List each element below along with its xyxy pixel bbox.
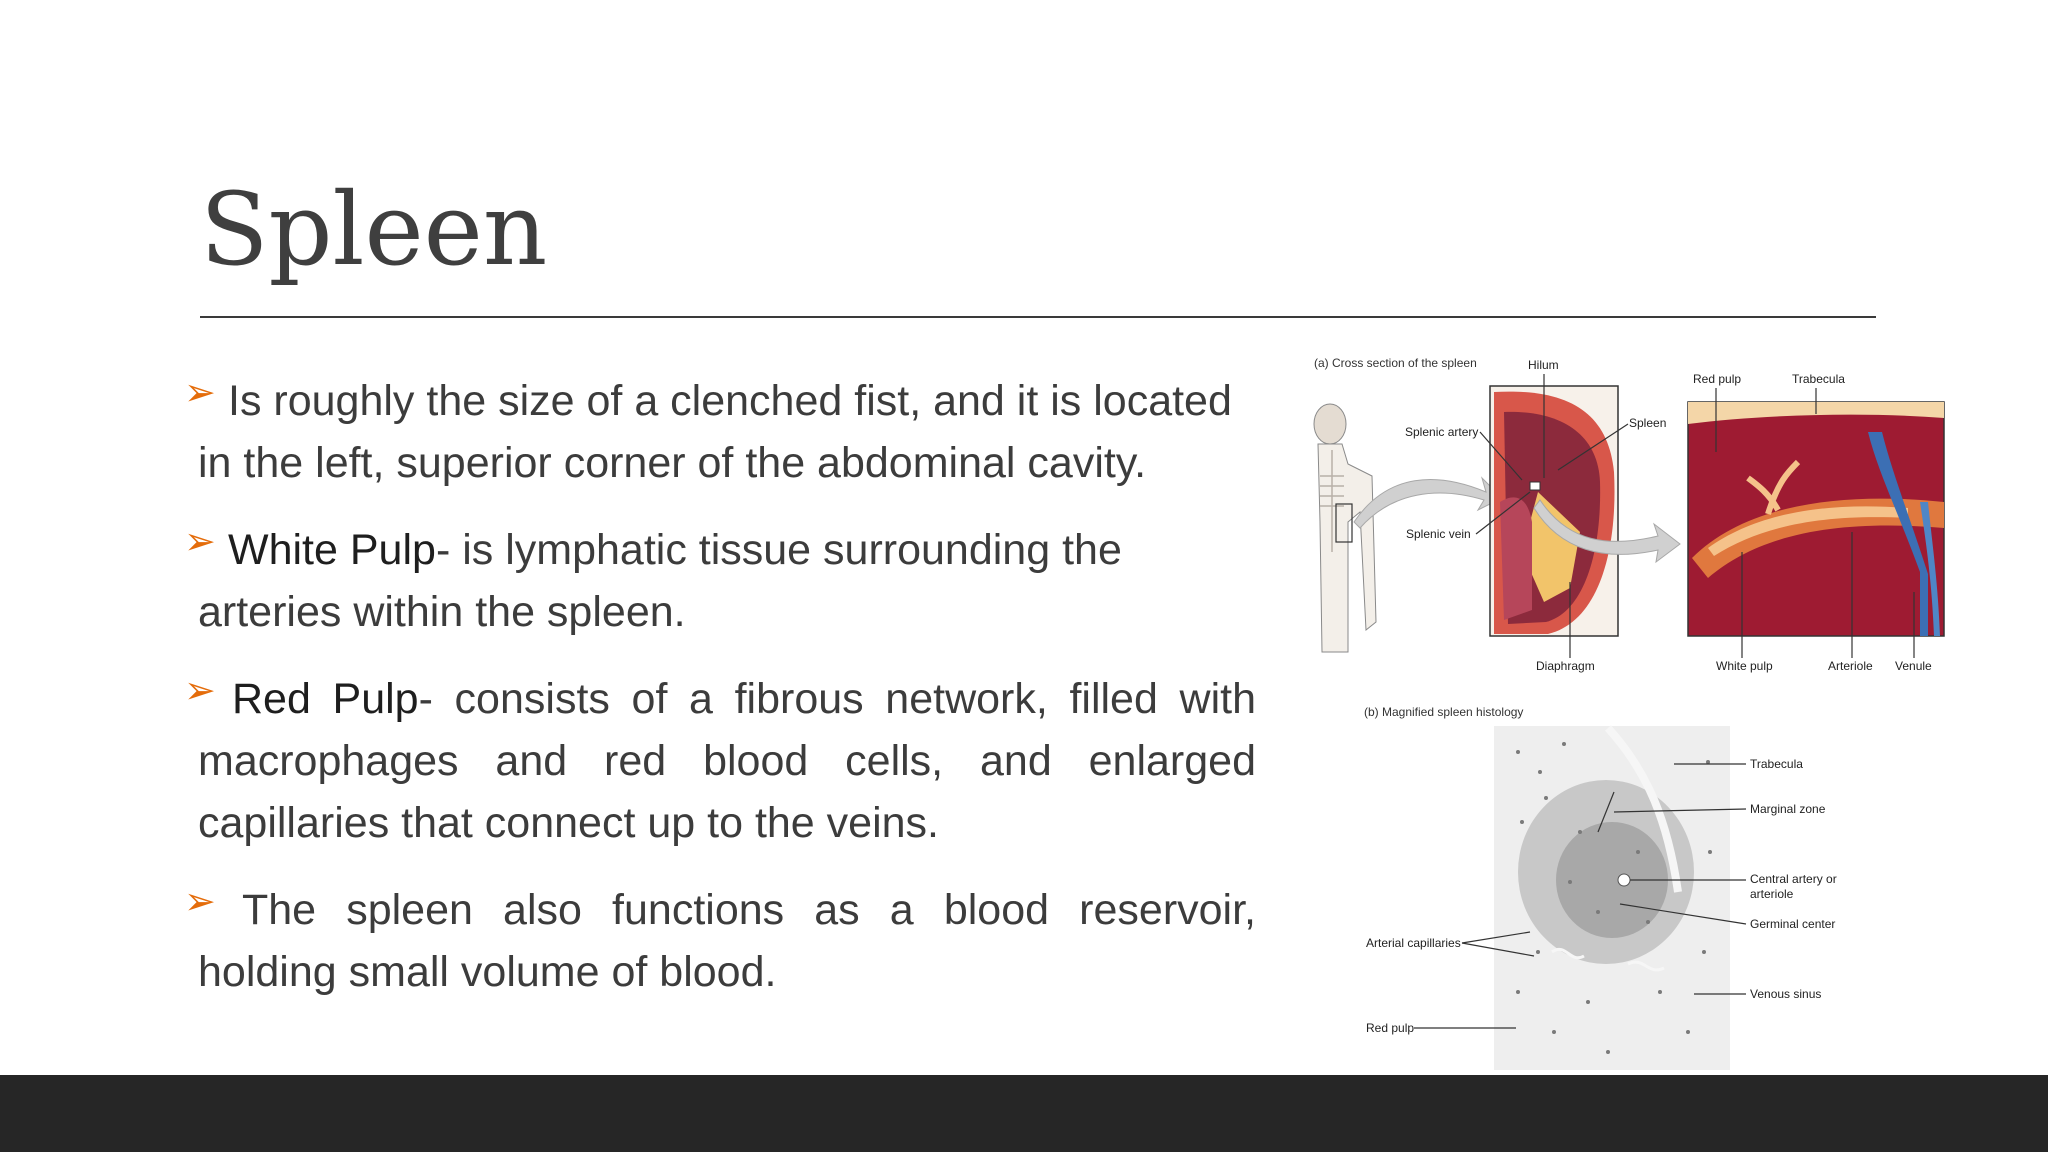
bullet-text: - is lymphatic tissue surrounding the arteries within the spleen. <box>198 526 1122 636</box>
panel-a-caption: (a) Cross section of the spleen <box>1314 356 1477 370</box>
label-marginal-zone: Marginal zone <box>1750 802 1826 816</box>
bullet-term: Red Pulp <box>232 675 419 723</box>
orange-arrowhead-icon: ➢ <box>184 521 216 563</box>
label-splenic-vein: Splenic vein <box>1406 527 1471 541</box>
label-venous-sinus: Venous sinus <box>1750 987 1822 1001</box>
orange-arrowhead-icon: ➢ <box>184 881 216 923</box>
white-pulp-magnified-illustration <box>1688 402 1944 636</box>
panel-b-caption: (b) Magnified spleen histology <box>1364 705 1524 719</box>
label-trabecula-b: Trabecula <box>1750 757 1803 771</box>
bullet-item <box>184 519 1256 643</box>
zoom-arrow-1 <box>1354 478 1502 528</box>
footer-bar <box>0 1075 2048 1152</box>
bullet-item <box>184 668 1256 854</box>
label-splenic-artery: Splenic artery <box>1405 425 1479 439</box>
body-silhouette-illustration <box>1314 404 1376 652</box>
label-red-pulp-a: Red pulp <box>1693 372 1742 386</box>
orange-arrowhead-icon: ➢ <box>184 372 216 414</box>
label-red-pulp-b: Red pulp <box>1366 1021 1415 1035</box>
bullet-text: The spleen also functions as a blood reservoir, holding small volume of blood. <box>198 886 1256 996</box>
label-arterial-capillaries: Arterial capillaries <box>1366 936 1461 950</box>
label-central-artery-1: Central artery or <box>1750 872 1837 886</box>
bullet-text: Is roughly the size of a clenched fist, and it is located in the left, superior corner of the abdominal cavity. <box>198 377 1232 487</box>
bullet-item <box>184 370 1256 494</box>
title-divider <box>200 316 1876 318</box>
label-diaphragm: Diaphragm <box>1536 659 1595 673</box>
bullet-term: White Pulp <box>228 526 436 574</box>
histology-micrograph <box>1494 726 1730 1070</box>
spleen-anatomy-figure <box>1308 352 1954 1072</box>
label-germinal-center: Germinal center <box>1750 917 1836 931</box>
label-white-pulp: White pulp <box>1716 659 1773 673</box>
slide-title: Spleen <box>200 171 548 288</box>
spleen-cross-section-illustration <box>1490 386 1618 636</box>
label-central-artery-2: arteriole <box>1750 887 1794 901</box>
label-venule: Venule <box>1895 659 1932 673</box>
label-trabecula-a: Trabecula <box>1792 372 1845 386</box>
label-arteriole: Arteriole <box>1828 659 1873 673</box>
orange-arrowhead-icon: ➢ <box>184 670 216 712</box>
label-hilum: Hilum <box>1528 358 1559 372</box>
label-spleen: Spleen <box>1629 416 1667 430</box>
bullet-text: - consists of a fibrous network, filled with macrophages and red blood cells, and enlarged capillaries that connect up to the veins. <box>198 675 1256 847</box>
bullet-list <box>184 370 1256 1028</box>
bullet-item <box>184 879 1256 1003</box>
